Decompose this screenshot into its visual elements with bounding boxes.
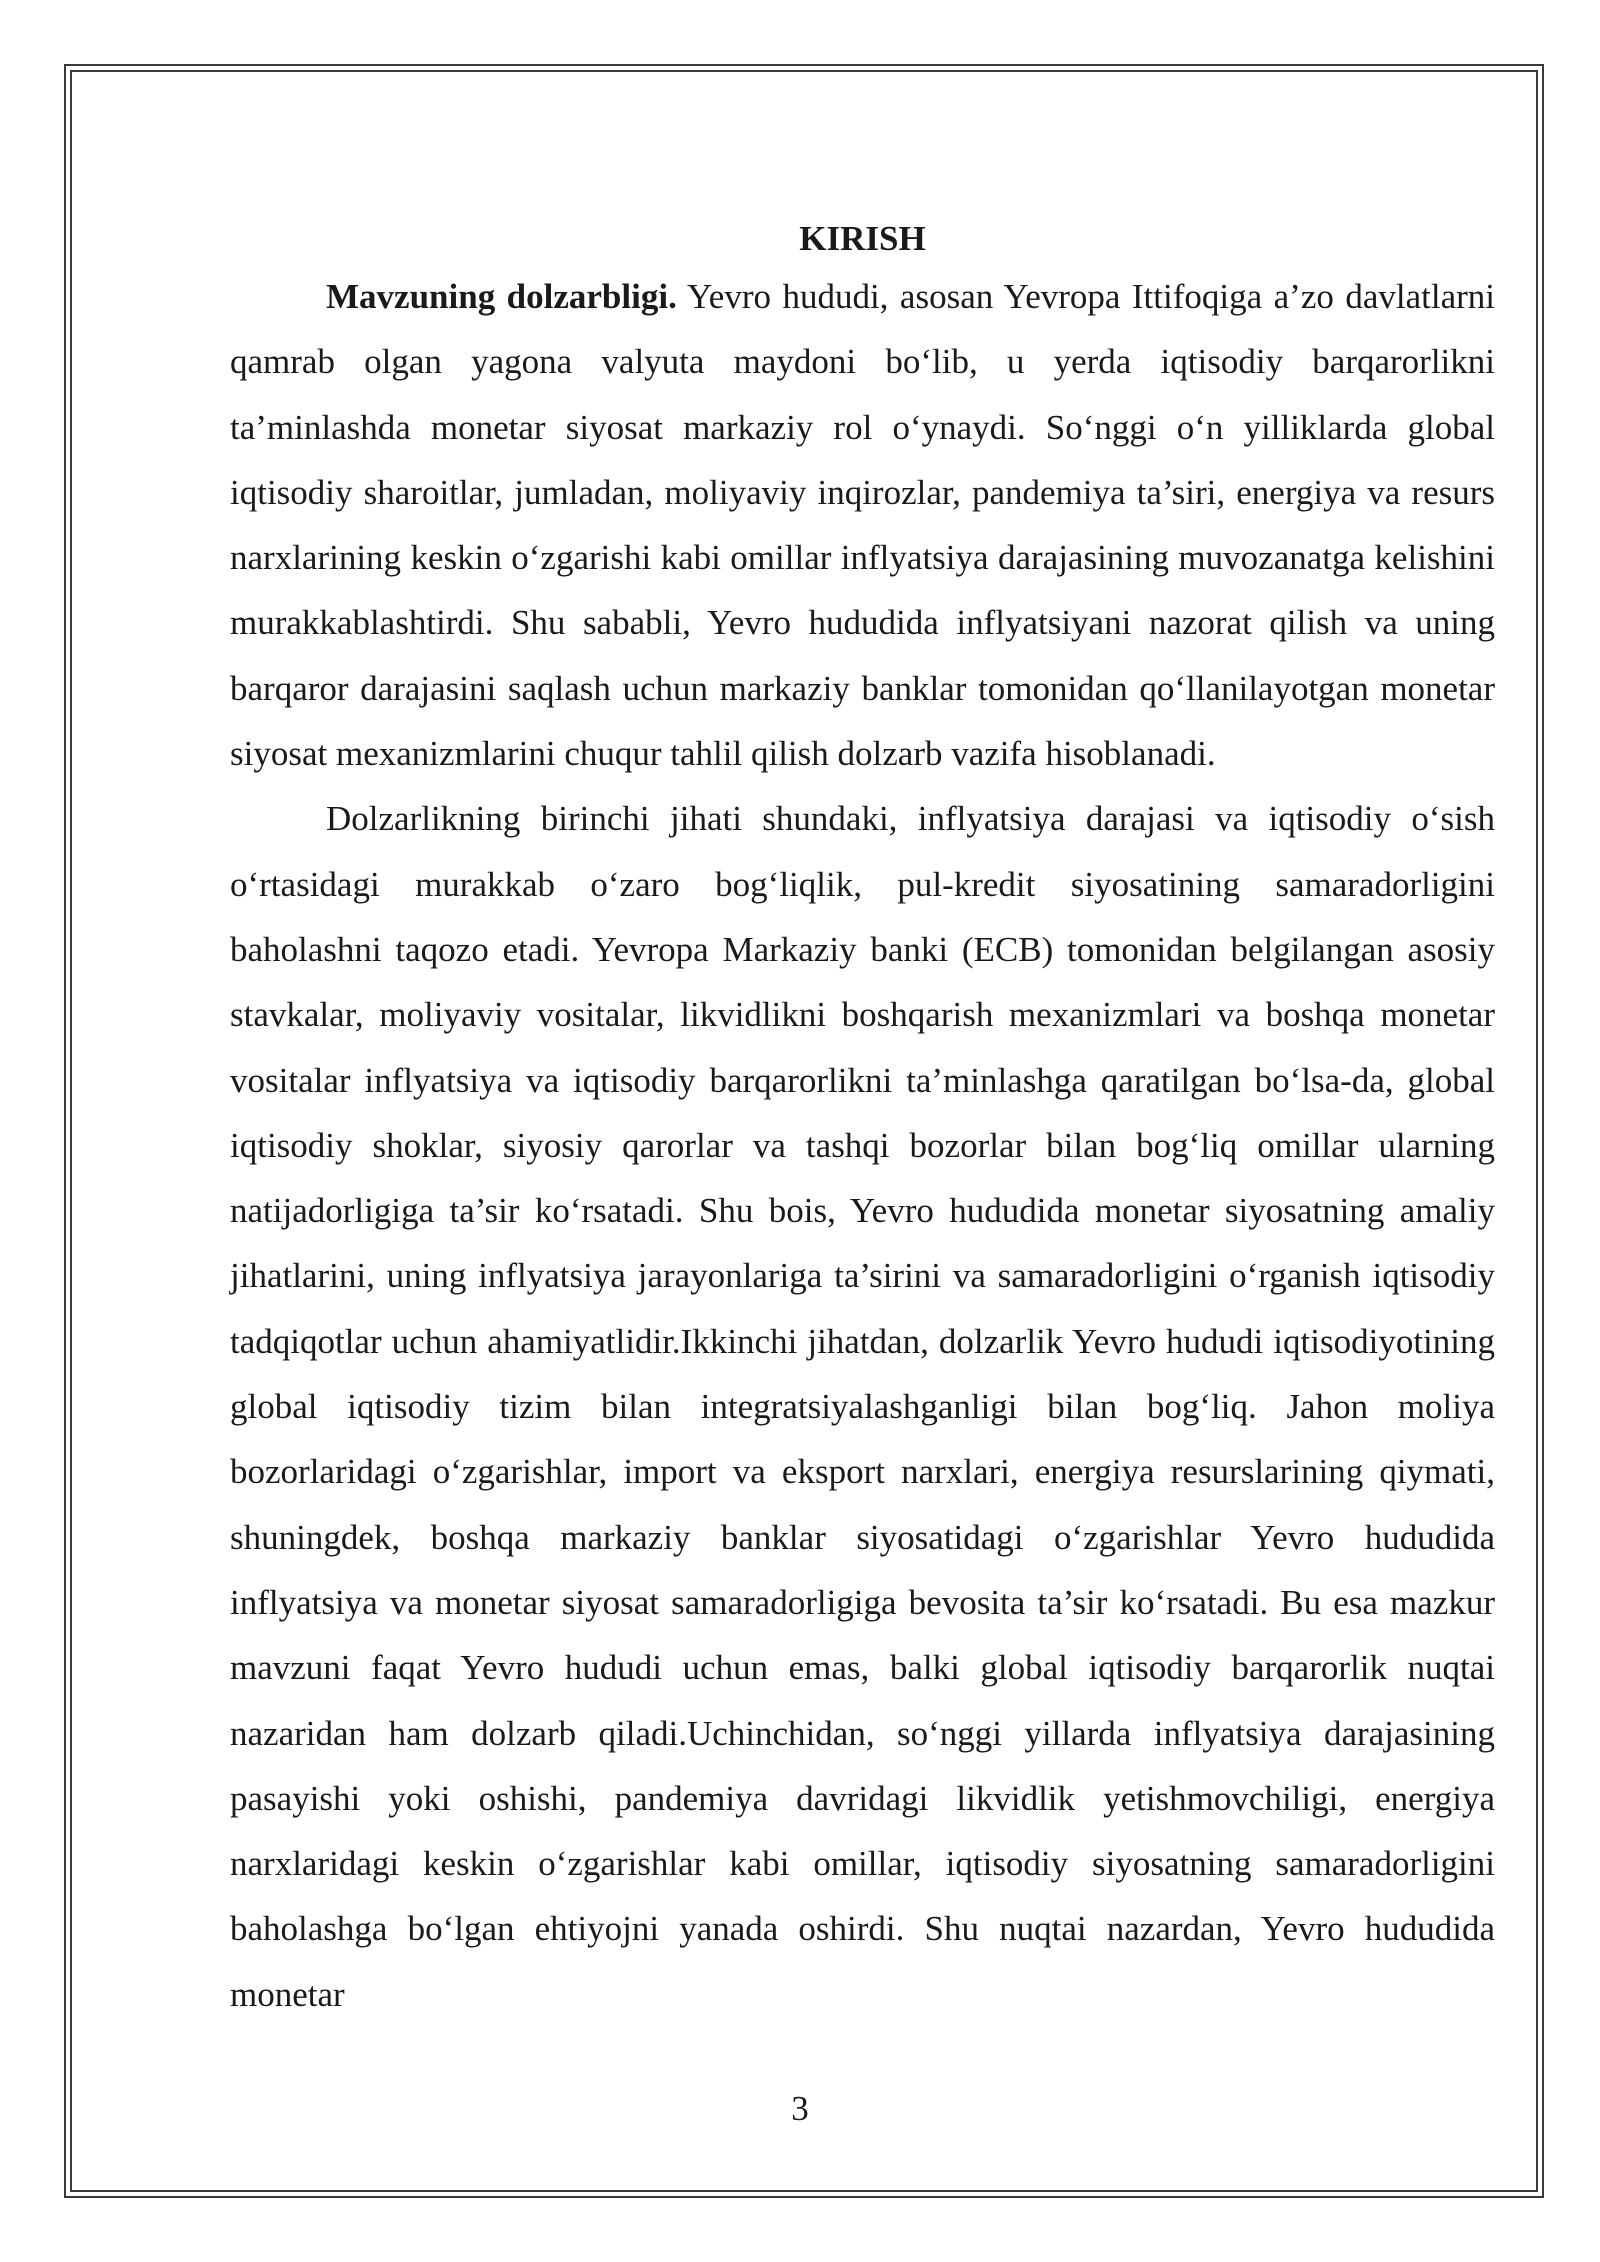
document-body: [230, 214, 1495, 2027]
paragraph-2: [230, 786, 1495, 2027]
paragraph-1-text: Yevro hududi, asosan Yevropa Ittifoqiga a’zo davlatlarni qamrab olgan yagona valyuta maydoni bo‘lib, u yerda iqtisodiy barqarorlikni ta’minlashda monetar siyosat markaziy rol o‘ynaydi. So‘nggi o‘n yilliklarda global iqtisodiy sharoitlar, jumladan, moliyaviy inqirozlar, pandemiya ta’siri, energiya va resurs narxlarining keskin o‘zgarishi kabi omillar inflyatsiya darajasining muvozanatga kelishini murakkablashtirdi. Shu sababli, Yevro hududida inflyatsiyani nazorat qilish va uning barqaror darajasini saqlash uchun markaziy banklar tomonidan qo‘llanilayotgan monetar siyosat mexanizmlarini chuqur tahlil qilish dolzarb vazifa hisoblanadi.: [230, 277, 1495, 774]
paragraph-1-lead: Mavzuning dolzarbligi.: [326, 277, 677, 316]
page-number: 3: [791, 2089, 809, 2128]
paragraph-2-text: Dolzarlikning birinchi jihati shundaki, inflyatsiya darajasi va iqtisodiy o‘sish o‘rtasidagi murakkab o‘zaro bog‘liqlik, pul-kredit siyosatining samaradorligini baholashni taqozo etadi. Yevropa Markaziy banki (ECB) tomonidan belgilangan asosiy stavkalar, moliyaviy vositalar, likvidlikni boshqarish mexanizmlari va boshqa monetar vositalar inflyatsiya va iqtisodiy barqarorlikni ta’minlashga qaratilgan bo‘lsa-da, global iqtisodiy shoklar, siyosiy qarorlar va tashqi bozorlar bilan bog‘liq omillar ularning natijadorligiga ta’sir ko‘rsatadi. Shu bois, Yevro hududida monetar siyosatning amaliy jihatlarini, uning inflyatsiya jarayonlariga ta’sirini va samaradorligini o‘rganish iqtisodiy tadqiqotlar uchun ahamiyatlidir.Ikkinchi jihatdan, dolzarlik Yevro hududi iqtisodiyotining global iqtisodiy tizim bilan integratsiyalashganligi bilan bog‘liq. Jahon moliya bozorlaridagi o‘zgarishlar, import va eksport narxlari, energiya resurslarining qiymati, shuningdek, boshqa markaziy banklar siyosatidagi o‘zgarishlar Yevro hududida inflyatsiya va monetar siyosat samaradorligiga bevosita ta’sir ko‘rsatadi. Bu esa mazkur mavzuni faqat Yevro hududi uchun emas, balki global iqtisodiy barqarorlik nuqtai nazaridan ham dolzarb qiladi.Uchinchidan, so‘nggi yillarda inflyatsiya darajasining pasayishi yoki oshishi, pandemiya davridagi likvidlik yetishmovchiligi, energiya narxlaridagi keskin o‘zgarishlar kabi omillar, iqtisodiy siyosatning samaradorligini baholashga bo‘lgan ehtiyojni yanada oshirdi. Shu nuqtai nazardan, Yevro hududida monetar: [230, 799, 1495, 2014]
paragraph-1: [230, 264, 1495, 786]
section-title: KIRISH: [799, 219, 926, 258]
